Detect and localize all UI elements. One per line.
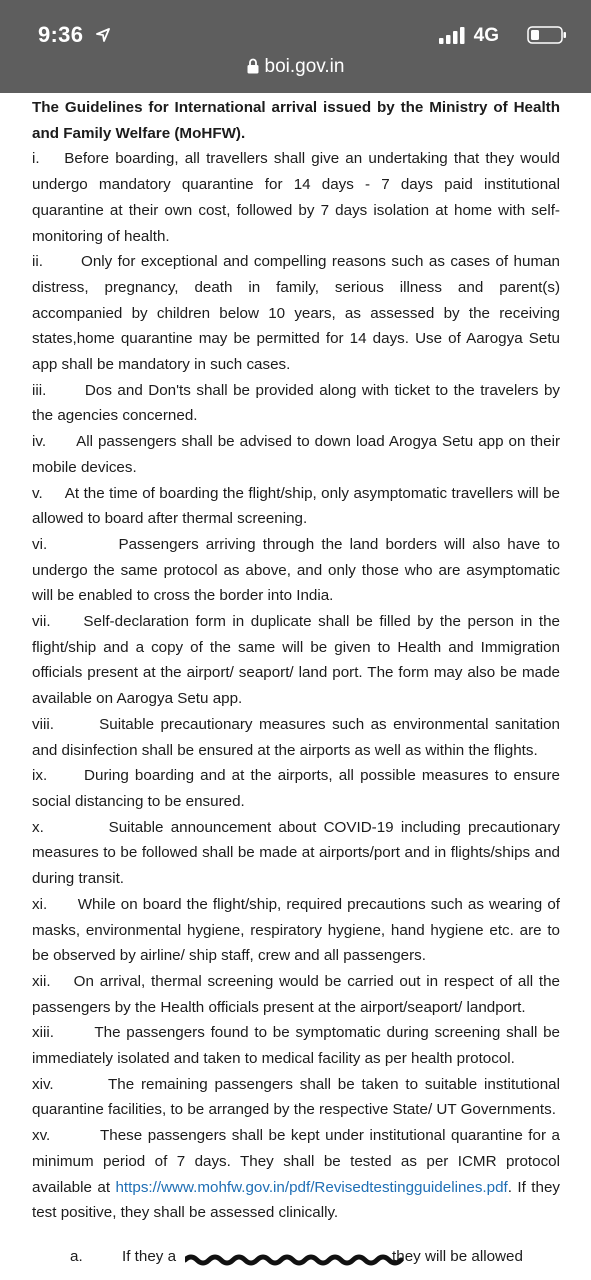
guideline-sub-item: a. If they a they will be allowed: [70, 1248, 523, 1265]
signal-bars-icon: [439, 27, 465, 49]
page-url[interactable]: boi.gov.in: [264, 56, 345, 77]
guideline-item: viii. Suitable precautionary measures such as environmental sanitation and disinfection shall be ensured at the airports as well as within the flights.: [32, 715, 560, 759]
guideline-item: iv. All passengers shall be advised to down load Arogya Setu app on their mobile devices.: [32, 433, 560, 476]
address-bar[interactable]: [0, 56, 591, 84]
scribble-mark: [185, 1252, 405, 1273]
guideline-item: x. Suitable announcement about COVID-19 including precautionary measures to be followed shall be made at airports/port and in flights/ships and during transit.: [32, 818, 560, 888]
status-bar: [0, 0, 591, 93]
status-time: 9:36: [38, 22, 84, 47]
battery-icon: [527, 26, 567, 49]
guideline-item: xi. While on board the flight/ship, required precautions such as wearing of masks, environmental hygiene, respiratory hygiene, hand hygiene etc. are to be observed by airline/ ship staff, crew and all passengers.: [32, 895, 560, 965]
guideline-item: xii. On arrival, thermal screening would be carried out in respect of all the passengers by the Health officials present at the airport/seaport/ landport.: [32, 972, 560, 1016]
testing-guidelines-link[interactable]: https://www.mohfw.gov.in/pdf/Revisedtestingguidelines.pdf: [115, 1178, 508, 1196]
guideline-item: xv. These passengers shall be kept under institutional quarantine for a minimum period of 7 days. They shall be tested as per ICMR protocol available at https://www.mohfw.gov.in/pdf/Revisedtestingguidelines.pdf. If they test positive, they shall be assessed clinically.: [32, 1127, 560, 1222]
guideline-item: vi. Passengers arriving through the land borders will also have to undergo the same protocol as above, and only those who are asymptomatic will be enabled to cross the border into India.: [32, 535, 560, 605]
network-type: 4G: [473, 25, 499, 46]
guideline-item: ix. During boarding and at the airports, all possible measures to ensure social distancing to be ensured.: [32, 767, 560, 810]
guideline-item: ii. Only for exceptional and compelling reasons such as cases of human distress, pregnancy, death in family, serious illness and parent(s) accompanied by children below 10 years, as assessed by the receiving states,home quarantine may be permitted for 14 days. Use of Aarogya Setu app shall be mandatory in such cases.: [32, 253, 560, 374]
document-body: [32, 95, 560, 1226]
guideline-item: i. Before boarding, all travellers shall give an undertaking that they would undergo mandatory quarantine for 14 days - 7 days paid institutional quarantine at their own cost, followed by 7 days isolation at home with self-monitoring of health.: [32, 150, 560, 245]
guideline-item: iii. Dos and Don'ts shall be provided along with ticket to the travelers by the agencies concerned.: [32, 381, 560, 425]
location-arrow-icon: [96, 28, 110, 47]
lock-icon: [247, 58, 259, 80]
guideline-item: vii. Self-declaration form in duplicate shall be filled by the person in the flight/ship and a copy of the same will be given to Health and Immigration officials present at the airport/ seaport/ land port. The form may also be made available on Aarogya Setu app.: [32, 613, 560, 708]
guideline-item: v. At the time of boarding the flight/ship, only asymptomatic travellers will be allowed to board after thermal screening.: [32, 484, 560, 528]
guideline-item: xiv. The remaining passengers shall be taken to suitable institutional quarantine facilities, to be arranged by the respective State/ UT Governments.: [32, 1075, 560, 1119]
guideline-item: xiii. The passengers found to be symptomatic during screening shall be immediately isolated and taken to medical facility as per health protocol.: [32, 1024, 560, 1068]
document-heading: The Guidelines for International arrival issued by the Ministry of Health and Family Welfare (MoHFW).: [32, 99, 560, 142]
